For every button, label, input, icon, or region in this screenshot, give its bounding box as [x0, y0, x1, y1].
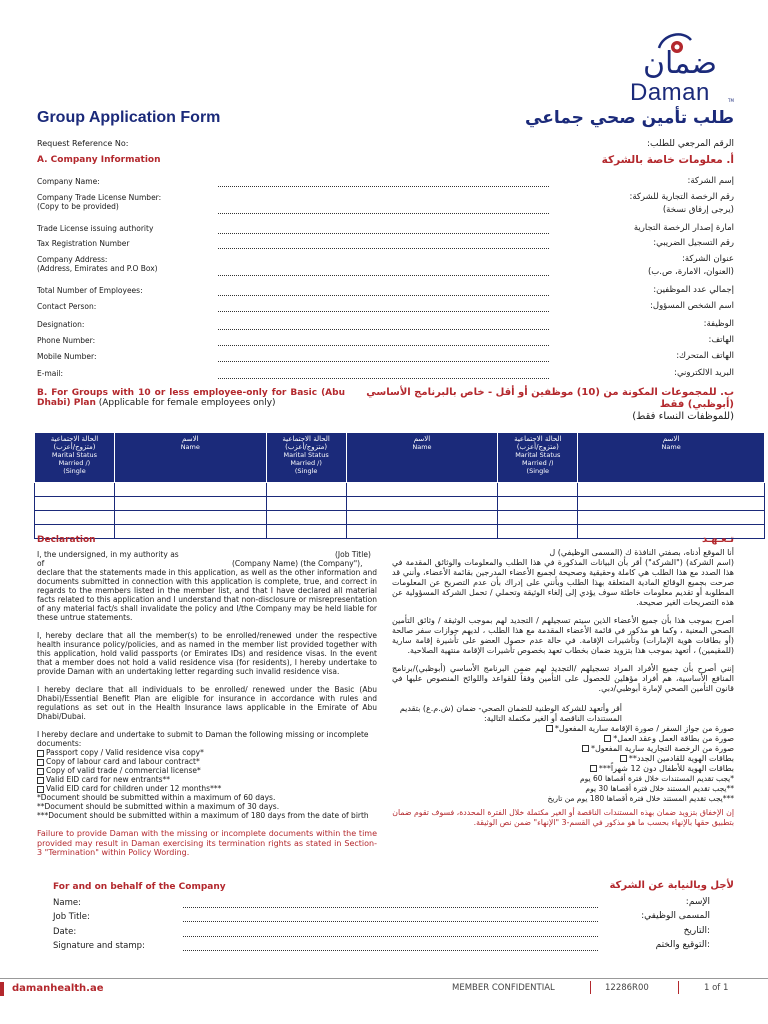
checklist-item-label-ar: صورة من جواز السفر / صورة الإقامة سارية المفعول*	[554, 724, 734, 733]
footer-sep-1	[590, 981, 591, 994]
footer-divider	[0, 978, 768, 979]
note-item-ar: *يجب تقديم المستندات خلال فترة أقصاها 60 يوم	[580, 774, 734, 783]
decl-p4-intro: I hereby declare and undertake to submit to Daman the following missing or incomplete documents:	[37, 730, 369, 748]
field-label-ar-4	[554, 254, 734, 277]
field-label-ar-3	[554, 238, 734, 248]
members-col-header	[114, 433, 266, 483]
field-label-ar-8	[554, 335, 734, 345]
checkbox[interactable]	[582, 745, 589, 752]
field-label-ar-7	[554, 319, 734, 329]
note-item: *Document should be submitted within a maximum of 60 days.	[37, 793, 276, 802]
footer-confidential: MEMBER CONFIDENTIAL	[452, 983, 555, 993]
table-cell[interactable]	[114, 525, 266, 539]
field-label-text: Total Number of Employees:	[37, 286, 143, 295]
checklist-item-ar	[504, 744, 734, 754]
field-label-ar-hint: (العنوان، الامارة، ص.ب)	[647, 267, 734, 277]
decl-ar-warning: إن الإخفاق بتزويد ضمان بهذه المستندات الناقصة أو الغير مكتملة خلال الفترة المحددة، فسوف تقوم ضمان بتطبيق حقها بالإنهاء بحسب ما هو مذكور في القسم-3 "الإنهاء" ضمن نص الوثيقة.	[392, 808, 734, 827]
members-col-header-text: (متزوج/أعزب)	[285, 443, 328, 451]
table-row	[35, 483, 765, 497]
notes-ar	[504, 774, 734, 804]
notes-en	[37, 793, 377, 820]
footer-accent	[0, 982, 4, 996]
checklist-item	[37, 784, 377, 793]
members-col-header-text: الاسم	[413, 435, 431, 443]
table-cell[interactable]	[498, 525, 578, 539]
field-input-2[interactable]	[218, 233, 549, 234]
table-cell[interactable]	[266, 483, 346, 497]
signature-label: Signature and stamp:	[53, 941, 145, 951]
checklist-item	[37, 775, 377, 784]
logo-trademark: TM	[728, 98, 734, 103]
checklist-item-ar	[504, 734, 734, 744]
field-input-6[interactable]	[218, 311, 549, 312]
field-label-text: Company Trade License Number:	[37, 193, 162, 202]
field-label-ar-text: إجمالي عدد الموظفين:	[653, 285, 734, 295]
table-cell[interactable]	[266, 525, 346, 539]
field-label-text: Company Address:	[37, 255, 108, 264]
field-input-5[interactable]	[218, 295, 549, 296]
field-label-ar-text: الهاتف:	[708, 335, 734, 345]
decl-ar-p1-rest: (اسم الشركة) ("الشركة") أقر بأن البيانات المذكورة في هذا الطلب والمعلومات والوثائق المقدمة في هذا الصدد مع هذا الطلب هي كاملة وحقيقية وصحيحة لجميع الأعضاء المدرجين بقائمة الأعضاء، وأنني قد صرحت بجميع الوقائع المادية المتعلقة بهذا الطلب وبأنني على إدراك بأن عدم التصريح عن المعلومات المطلوبة أو تقديم معلومات خاطئة سوف يؤدي إلى إلغاء الوثيقة وتحملي / تحمل الشركة المسؤولية عن هذه التصريحات الغير صحيحة.	[392, 558, 734, 607]
field-input-9[interactable]	[218, 361, 549, 362]
field-label-text: Designation:	[37, 320, 85, 329]
footer-website[interactable]: damanhealth.ae	[12, 983, 104, 994]
table-row	[35, 497, 765, 511]
members-table-header	[35, 433, 765, 483]
section-b-note-ar: (للموظفات النساء فقط)	[632, 411, 734, 422]
table-cell[interactable]	[578, 525, 765, 539]
section-b-heading-ar	[358, 387, 734, 423]
members-col-header-text: (Single	[294, 467, 318, 475]
section-b-heading	[37, 388, 345, 408]
field-label-ar-2	[554, 223, 734, 233]
checklist-item-label: Valid EID card for new entrants**	[46, 775, 171, 784]
declaration-ar	[392, 548, 734, 828]
table-cell[interactable]	[266, 511, 346, 525]
table-cell[interactable]	[578, 483, 765, 497]
table-cell[interactable]	[35, 483, 115, 497]
section-b-title-ar: ب. للمجموعات المكونة من (10) موظفين أو أقل - خاص بالبرنامج الأساسي (أبوظبي) فقط	[366, 387, 734, 410]
signature-label-ar: :التاريخ	[683, 926, 710, 936]
field-label-text: Contact Person:	[37, 302, 97, 311]
field-label-text: Mobile Number:	[37, 352, 97, 361]
table-cell[interactable]	[498, 497, 578, 511]
daman-logo	[630, 30, 740, 105]
members-col-header-text: الحالة الاجتماعية	[514, 435, 562, 443]
signature-label-ar: :التوقيع والختم	[655, 940, 710, 950]
field-label-ar-10	[554, 368, 734, 378]
signature-input[interactable]	[183, 936, 598, 937]
decl-p1-line1-a: I, the undersigned, in my authority as	[37, 550, 179, 559]
field-label-ar-text: رقم التسجيل الضريبي:	[653, 238, 734, 248]
members-col-header-text: Marital Status	[283, 451, 329, 459]
table-cell[interactable]	[346, 525, 498, 539]
declaration-heading: Declaration	[37, 535, 96, 545]
checklist-item-label: Passport copy / Valid residence visa copy*	[46, 748, 204, 757]
members-col-header-text: Name	[412, 443, 432, 451]
checklist-item-label-ar: بطاقات الهوية للقادمين الجدد**	[628, 754, 734, 763]
decl-p1-line2-b: (Company Name) (the Company"),	[232, 559, 363, 568]
members-col-header-text: Name	[661, 443, 681, 451]
signature-label: Name:	[53, 898, 81, 908]
field-input-10[interactable]	[218, 378, 549, 379]
table-cell[interactable]	[498, 511, 578, 525]
table-cell[interactable]	[35, 497, 115, 511]
field-label-ar-text: رقم الرخصة التجارية للشركة:	[629, 192, 734, 202]
members-table	[34, 432, 765, 539]
field-label-ar-9	[554, 351, 734, 361]
checklist-item	[37, 757, 377, 766]
checklist-item-label: Valid EID card for children under 12 months***	[46, 784, 222, 793]
decl-p1-line1-b: (Job Title)	[335, 550, 371, 559]
table-cell[interactable]	[346, 483, 498, 497]
table-cell[interactable]	[114, 511, 266, 525]
page-title-en: Group Application Form	[37, 109, 221, 126]
field-label-ar-hint: (يرجى إرفاق نسخة)	[662, 205, 734, 215]
field-label-text: E-mail:	[37, 369, 64, 378]
checkbox[interactable]	[37, 768, 44, 775]
checkbox[interactable]	[590, 765, 597, 772]
members-col-header-text: Married /)	[522, 459, 554, 467]
field-label-ar-6	[554, 301, 734, 311]
signature-label: Job Title:	[53, 912, 90, 922]
decl-warning: Failure to provide Daman with the missing or incomplete documents within the time provided may result in Daman exercising its termination rights as stated in Section-3 "Termination" within Policy Wording.	[37, 829, 377, 857]
table-cell[interactable]	[498, 483, 578, 497]
field-label-4	[37, 255, 217, 273]
checklist-item-label-ar: بطاقات الهوية للأطفال دون 12 شهراً***	[598, 764, 734, 773]
field-label-ar-text: إسم الشركة:	[687, 176, 734, 186]
field-label-hint: (Copy to be provided)	[37, 202, 119, 211]
checklist-en	[37, 748, 377, 793]
members-col-header-text: (Single	[63, 467, 86, 475]
signature-input[interactable]	[183, 950, 598, 951]
members-col-header-text: Marital Status	[515, 451, 561, 459]
members-col-header	[35, 433, 115, 483]
field-label-ar-text: عنوان الشركة:	[681, 254, 734, 264]
field-label-7	[37, 320, 217, 329]
field-label-text: Tax Registration Number	[37, 239, 130, 248]
members-col-header	[266, 433, 346, 483]
checklist-item-label-ar: صورة من الرخصة التجارية سارية المفعول*	[590, 744, 734, 753]
checklist-ar	[504, 724, 734, 774]
field-input-8[interactable]	[218, 345, 549, 346]
table-cell[interactable]	[35, 511, 115, 525]
field-input-1[interactable]	[218, 213, 549, 214]
field-label-1	[37, 193, 217, 211]
section-a-heading-ar: أ. معلومات خاصة بالشركة	[601, 154, 734, 166]
field-input-0[interactable]	[218, 186, 549, 187]
checkbox[interactable]	[37, 786, 44, 793]
field-label-0	[37, 177, 217, 186]
declaration-en	[37, 550, 377, 858]
field-label-text: Company Name:	[37, 177, 100, 186]
table-cell[interactable]	[346, 497, 498, 511]
checkbox[interactable]	[546, 725, 553, 732]
note-item-ar: ***يجب تقديم المستند خلال فترة أقصاها 180 يوم من تاريخ	[547, 794, 734, 803]
request-ref-label: Request Reference No:	[37, 139, 129, 148]
field-label-ar-text: البريد الالكتروني:	[674, 368, 734, 378]
field-label-text: Trade License issuing authority	[37, 224, 154, 233]
checklist-item-label-ar: صورة من بطاقة العمل وعقد العمل*	[613, 734, 734, 743]
field-label-6	[37, 302, 217, 311]
members-col-header	[346, 433, 498, 483]
field-label-text: Phone Number:	[37, 336, 96, 345]
checklist-item-ar	[504, 764, 734, 774]
table-cell[interactable]	[346, 511, 498, 525]
field-input-3[interactable]	[218, 248, 549, 249]
field-label-ar-text: امارة إصدار الرخصة التجارية	[633, 223, 734, 233]
field-label-8	[37, 336, 217, 345]
signature-label: Date:	[53, 927, 77, 937]
members-col-header-text: Married /)	[58, 459, 91, 467]
checkbox[interactable]	[604, 735, 611, 742]
footer-sep-2	[678, 981, 679, 994]
decl-ar-p2: أصرح بموجب هذا بأن جميع الأعضاء الذين سيتم تسجيلهم / التجديد لهم بموجب الوثيقة / وثائق التأمين الصحي المعنية ، وكما هو مذكور في قائمة الأعضاء المقدمة مع هذا الطلب ، لديهم جوازات سفر صالحة (أو بطاقات هوية الإمارات) وتأشيرات الإقامة. في حالة عدم حصول العضو على تأشيرة إقامة سارية (للمقيمين) ، أتعهد بموجب هذا بتزويد ضمان بخطاب تعهد بخصوص تأشيرات الإقامة منتهية الصلاحية.	[392, 616, 734, 655]
members-col-header-text: الاسم	[662, 435, 680, 443]
field-label-ar-text: الوظيفة:	[703, 319, 734, 329]
checklist-item-ar	[504, 724, 734, 734]
checklist-item-label: Copy of valid trade / commercial license*	[46, 766, 201, 775]
field-label-3	[37, 239, 217, 248]
signature-input[interactable]	[183, 921, 598, 922]
checklist-item-ar	[504, 754, 734, 764]
request-ref-label-ar: الرقم المرجعي للطلب:	[647, 139, 734, 149]
decl-ar-p3: إنني أصرح بأن جميع الأفراد المراد تسجيلهم /التجديد لهم ضمن البرنامج الأساسي (أبوظبي)/برنامج المنافع الأساسية، هم أفراد مؤهلين للحصول على التأمين وفقاً للقواعد واللوائح المنصوص عليها في قانون التأمين الصحي لإمارة أبوظبي/دبي.	[392, 664, 734, 693]
decl-p3: I hereby declare that all individuals to be enrolled/ renewed under the Basic (Abu Dhabi)/Essential Benefit Plan are eligible for insurance in accordance with rules and regulations as set out in the Health Insurance laws applicable in the Emirate of Abu Dhabi/Dubai.	[37, 685, 377, 721]
checklist-item-label: Copy of labour card and labour contract*	[46, 757, 200, 766]
checkbox[interactable]	[37, 750, 44, 757]
signature-heading: For and on behalf of the Company	[53, 882, 226, 892]
field-label-5	[37, 286, 217, 295]
decl-p1-rest: declare that the statements made in this application, as well as the other information and documents submitted in connection with this application is complete, true, and correct in regards to the members listed in the member list, and that I have declared all material facts related to this application and I understand that non-disclosure or misrepresentation of any material fact/s shall invalidate the policy and I/the Company may be held liable for these untrue statements.	[37, 568, 377, 622]
field-label-10	[37, 369, 217, 378]
section-b-note: (Applicable for female employees only)	[95, 398, 276, 408]
checklist-item	[37, 748, 377, 757]
table-cell[interactable]	[266, 497, 346, 511]
signature-label-ar: الإسم:	[685, 897, 710, 907]
members-col-header-text: (متزوج/أعزب)	[53, 443, 96, 451]
logo-english: Daman	[630, 79, 710, 106]
footer-page: 1 of 1	[704, 983, 729, 993]
members-col-header-text: (متزوج/أعزب)	[516, 443, 559, 451]
field-label-ar-1	[554, 192, 734, 215]
field-label-ar-5	[554, 285, 734, 295]
section-a-heading: A. Company Information	[37, 155, 161, 165]
decl-ar-p4-intro: أقر وأتعهد للشركة الوطنية للضمان الصحي- ضمان (ش.م.ع) بتقديم المستندات الناقصة أو الغير مكتملة التالية:	[399, 704, 622, 723]
field-input-4[interactable]	[218, 275, 549, 276]
field-label-ar-text: اسم الشخص المسؤول:	[650, 301, 734, 311]
field-label-ar-0	[554, 176, 734, 186]
table-cell[interactable]	[114, 497, 266, 511]
field-label-hint: (Address, Emirates and P.O Box)	[37, 264, 158, 273]
members-col-header-text: الحالة الاجتماعية	[50, 435, 99, 443]
field-label-2	[37, 224, 217, 233]
field-input-7[interactable]	[218, 329, 549, 330]
members-col-header-text: الحالة الاجتماعية	[282, 435, 330, 443]
signature-heading-ar: لأجل وبالنيابة عن الشركة	[609, 880, 734, 891]
signature-input[interactable]	[183, 907, 598, 908]
page-title-ar: طلب تأمين صحي جماعي	[525, 108, 734, 128]
members-col-header	[578, 433, 765, 483]
declaration-heading-ar: تـعـهـد	[701, 534, 734, 545]
signature-label-ar: المسمى الوظيفي:	[641, 911, 710, 921]
checklist-item	[37, 766, 377, 775]
decl-p2: I, hereby declare that all the member(s) to be enrolled/renewed under the respective health insurance policy/policies, and as named in the member list provided together with this application, hold valid passports (or Emirates IDs) and residence visas. In the event that a member does not hold a valid residence visa (for residents), I hereby undertake to provide Daman with an undertaking letter regarding such invalid residence visa.	[37, 631, 377, 676]
members-col-header-text: الاسم	[182, 435, 199, 443]
note-item: ***Document should be submitted within a maximum of 180 days from the date of birth	[37, 811, 369, 820]
checkbox[interactable]	[37, 759, 44, 766]
logo-arabic: ضمان	[643, 46, 717, 81]
decl-ar-p1-line1: أنا الموقع أدناه، بصفتي النافذة ك (المسمى الوظيفي) ل	[549, 548, 734, 557]
members-col-header	[498, 433, 578, 483]
members-col-header-text: Marital Status	[51, 451, 98, 459]
members-col-header-text: Married /)	[290, 459, 322, 467]
checkbox[interactable]	[620, 755, 627, 762]
table-row	[35, 525, 765, 539]
decl-p1-line2-a: of	[37, 559, 45, 568]
checkbox[interactable]	[37, 777, 44, 784]
table-row	[35, 511, 765, 525]
section-b-title: B. For Groups with 10 or less employee-only for Basic (Abu Dhabi) Plan	[37, 388, 345, 408]
table-cell[interactable]	[114, 483, 266, 497]
note-item-ar: **يجب تقديم المستند خلال فترة أقصاها 30 يوم	[585, 784, 734, 793]
footer-code: 12286R00	[605, 983, 649, 993]
field-label-ar-text: الهاتف المتحرك:	[676, 351, 734, 361]
members-col-header-text: (Single	[526, 467, 550, 475]
table-cell[interactable]	[578, 497, 765, 511]
table-cell[interactable]	[578, 511, 765, 525]
field-label-9	[37, 352, 217, 361]
members-col-header-text: Name	[180, 443, 200, 451]
note-item: **Document should be submitted within a maximum of 30 days.	[37, 802, 280, 811]
